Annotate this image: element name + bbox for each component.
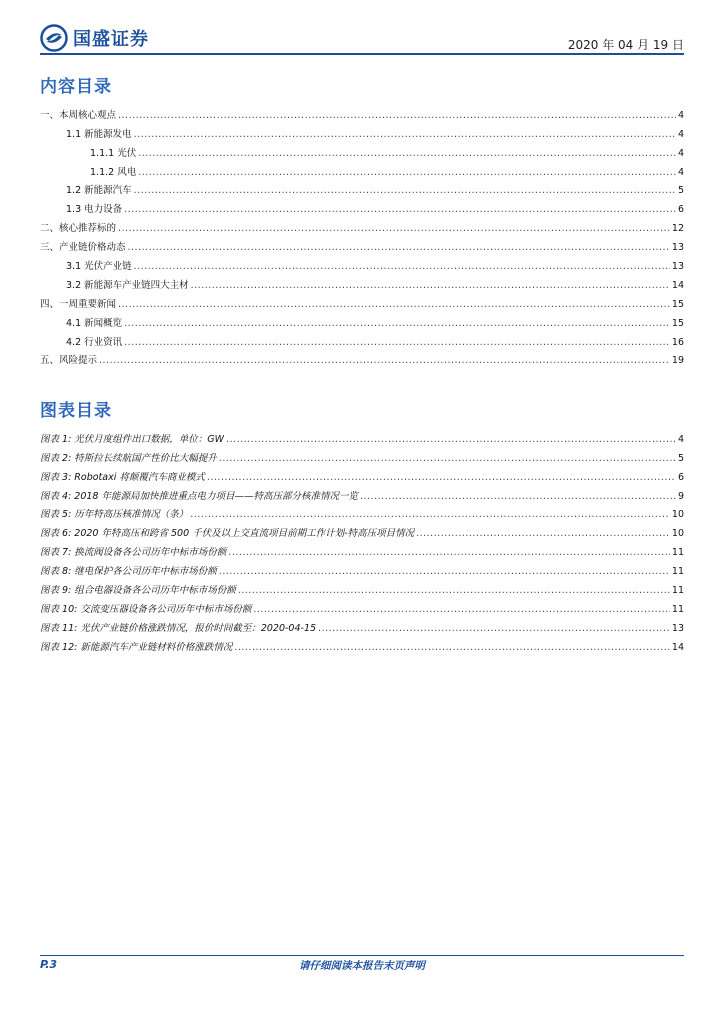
entry-label: 图表 6: 2020 年特高压和跨省 500 千伏及以上交直流项目前期工作计划-特高压项目情况: [40, 528, 415, 540]
entry-label: 图表 4: 2018 年能源局加快推进重点电力项目——特高压部分核准情况一览: [40, 490, 358, 502]
entry-page-number: 15: [671, 298, 684, 310]
dot-leader: [128, 242, 670, 253]
dot-leader: [360, 491, 676, 502]
contents-list: [40, 102, 684, 366]
footer-disclaimer: 请仔细阅读本报告末页声明: [299, 960, 425, 972]
entry-label: 3.1 光伏产业链: [66, 261, 132, 273]
toc-entry[interactable]: [40, 159, 684, 178]
entry-page-number: 6: [677, 204, 684, 216]
header-divider: [40, 53, 684, 55]
entry-label: 1.1.2 风电: [90, 166, 137, 178]
entry-page-number: 9: [677, 490, 684, 502]
entry-page-number: 19: [671, 355, 684, 367]
entry-page-number: 5: [677, 452, 684, 464]
toc-entry[interactable]: [40, 253, 684, 272]
figure-entry[interactable]: [40, 539, 684, 558]
entry-page-number: 4: [677, 166, 684, 178]
entry-page-number: 5: [677, 185, 684, 197]
entry-page-number: 10: [671, 528, 684, 540]
dot-leader: [228, 547, 670, 558]
entry-page-number: 14: [671, 641, 684, 653]
entry-label: 1.1.1 光伏: [90, 147, 137, 159]
entry-label: 3.2 新能源车产业链四大主材: [66, 279, 189, 291]
brand-logo: [40, 24, 149, 52]
figure-entry[interactable]: [40, 634, 684, 653]
figure-entry[interactable]: [40, 615, 684, 634]
entry-label: 图表 7: 换流阀设备各公司历年中标市场份额: [40, 547, 227, 559]
entry-label: 1.1 新能源发电: [66, 128, 132, 140]
dot-leader: [219, 566, 670, 577]
dot-leader: [118, 223, 670, 234]
figure-entry[interactable]: [40, 483, 684, 502]
entry-label: 二、核心推荐标的: [40, 223, 117, 235]
entry-label: 图表 10: 交流变压器设备各公司历年中标市场份额: [40, 603, 252, 615]
entry-page-number: 6: [677, 471, 684, 483]
toc-entry[interactable]: [40, 310, 684, 329]
footer-divider: [40, 955, 684, 956]
dot-leader: [138, 167, 676, 178]
dot-leader: [134, 129, 676, 140]
entry-label: 图表 3: Robotaxi 将颠覆汽车商业模式: [40, 471, 205, 483]
dot-leader: [226, 434, 676, 445]
entry-page-number: 13: [671, 242, 684, 254]
entry-label: 图表 5: 历年特高压核准情况（条）: [40, 509, 189, 521]
figures-title: 图表目录: [40, 401, 112, 421]
page-number: P.3: [40, 958, 58, 971]
dot-leader: [134, 261, 670, 272]
entry-label: 图表 9: 组合电器设备各公司历年中标市场份额: [40, 585, 236, 597]
entry-label: 4.2 行业资讯: [66, 336, 123, 348]
dot-leader: [124, 337, 670, 348]
entry-page-number: 13: [671, 622, 684, 634]
entry-label: 图表 2: 特斯拉长续航国产性价比大幅提升: [40, 452, 217, 464]
toc-entry[interactable]: [40, 348, 684, 367]
toc-entry[interactable]: [40, 178, 684, 197]
entry-label: 图表 12: 新能源汽车产业链材料价格涨跌情况: [40, 641, 233, 653]
entry-label: 4.1 新闻概览: [66, 317, 123, 329]
toc-entry[interactable]: [40, 272, 684, 291]
entry-label: 四、一周重要新闻: [40, 298, 117, 310]
entry-page-number: 15: [671, 317, 684, 329]
figure-entry[interactable]: [40, 445, 684, 464]
report-date: 2020 年 04 月 19 日: [567, 38, 684, 52]
figure-entry[interactable]: [40, 577, 684, 596]
entry-page-number: 13: [671, 261, 684, 273]
entry-label: 1.3 电力设备: [66, 204, 123, 216]
dot-leader: [124, 318, 670, 329]
figure-entry[interactable]: [40, 502, 684, 521]
toc-entry[interactable]: [40, 291, 684, 310]
entry-page-number: 11: [671, 585, 684, 597]
page-header: [40, 20, 684, 56]
entry-page-number: 16: [671, 336, 684, 348]
entry-label: 1.2 新能源汽车: [66, 185, 132, 197]
entry-page-number: 10: [671, 509, 684, 521]
toc-entry[interactable]: [40, 121, 684, 140]
dot-leader: [118, 299, 670, 310]
toc-entry[interactable]: [40, 215, 684, 234]
figure-entry[interactable]: [40, 464, 684, 483]
dot-leader: [238, 585, 670, 596]
entry-page-number: 11: [671, 547, 684, 559]
entry-page-number: 12: [671, 223, 684, 235]
figure-entry[interactable]: [40, 520, 684, 539]
dot-leader: [253, 604, 670, 615]
entry-page-number: 4: [677, 128, 684, 140]
dot-leader: [207, 472, 676, 483]
toc-entry[interactable]: [40, 329, 684, 348]
figure-entry[interactable]: [40, 558, 684, 577]
dot-leader: [416, 528, 670, 539]
dot-leader: [138, 148, 676, 159]
entry-label: 三、产业链价格动态: [40, 242, 126, 254]
entry-page-number: 4: [677, 433, 684, 445]
toc-title: 内容目录: [40, 77, 112, 97]
toc-entry[interactable]: [40, 234, 684, 253]
dot-leader: [190, 509, 670, 520]
toc-entry[interactable]: [40, 196, 684, 215]
figure-entry[interactable]: [40, 596, 684, 615]
toc-entry[interactable]: [40, 102, 684, 121]
dot-leader: [234, 642, 670, 653]
brand-name: 国盛证券: [73, 29, 149, 50]
entry-page-number: 4: [677, 109, 684, 121]
entry-label: 图表 11: 光伏产业链价格涨跌情况，报价时间截至：2020-04-15: [40, 622, 317, 634]
figure-entry[interactable]: [40, 426, 684, 445]
entry-label: 五、风险提示: [40, 355, 98, 367]
dot-leader: [134, 185, 676, 196]
entry-label: 一、本周核心观点: [40, 109, 117, 121]
dot-leader: [191, 280, 670, 291]
dot-leader: [318, 623, 670, 634]
entry-page-number: 11: [671, 566, 684, 578]
dot-leader: [118, 110, 676, 121]
entry-label: 图表 8: 继电保护各公司历年中标市场份额: [40, 566, 217, 578]
dot-leader: [219, 453, 676, 464]
toc-entry[interactable]: [40, 140, 684, 159]
entry-page-number: 14: [671, 279, 684, 291]
entry-page-number: 11: [671, 603, 684, 615]
figures-list: [40, 426, 684, 653]
dot-leader: [124, 204, 676, 215]
brand-logo-icon: [40, 24, 68, 52]
entry-page-number: 4: [677, 147, 684, 159]
dot-leader: [99, 355, 670, 366]
entry-label: 图表 1: 光伏月度组件出口数据，单位：GW: [40, 433, 225, 445]
